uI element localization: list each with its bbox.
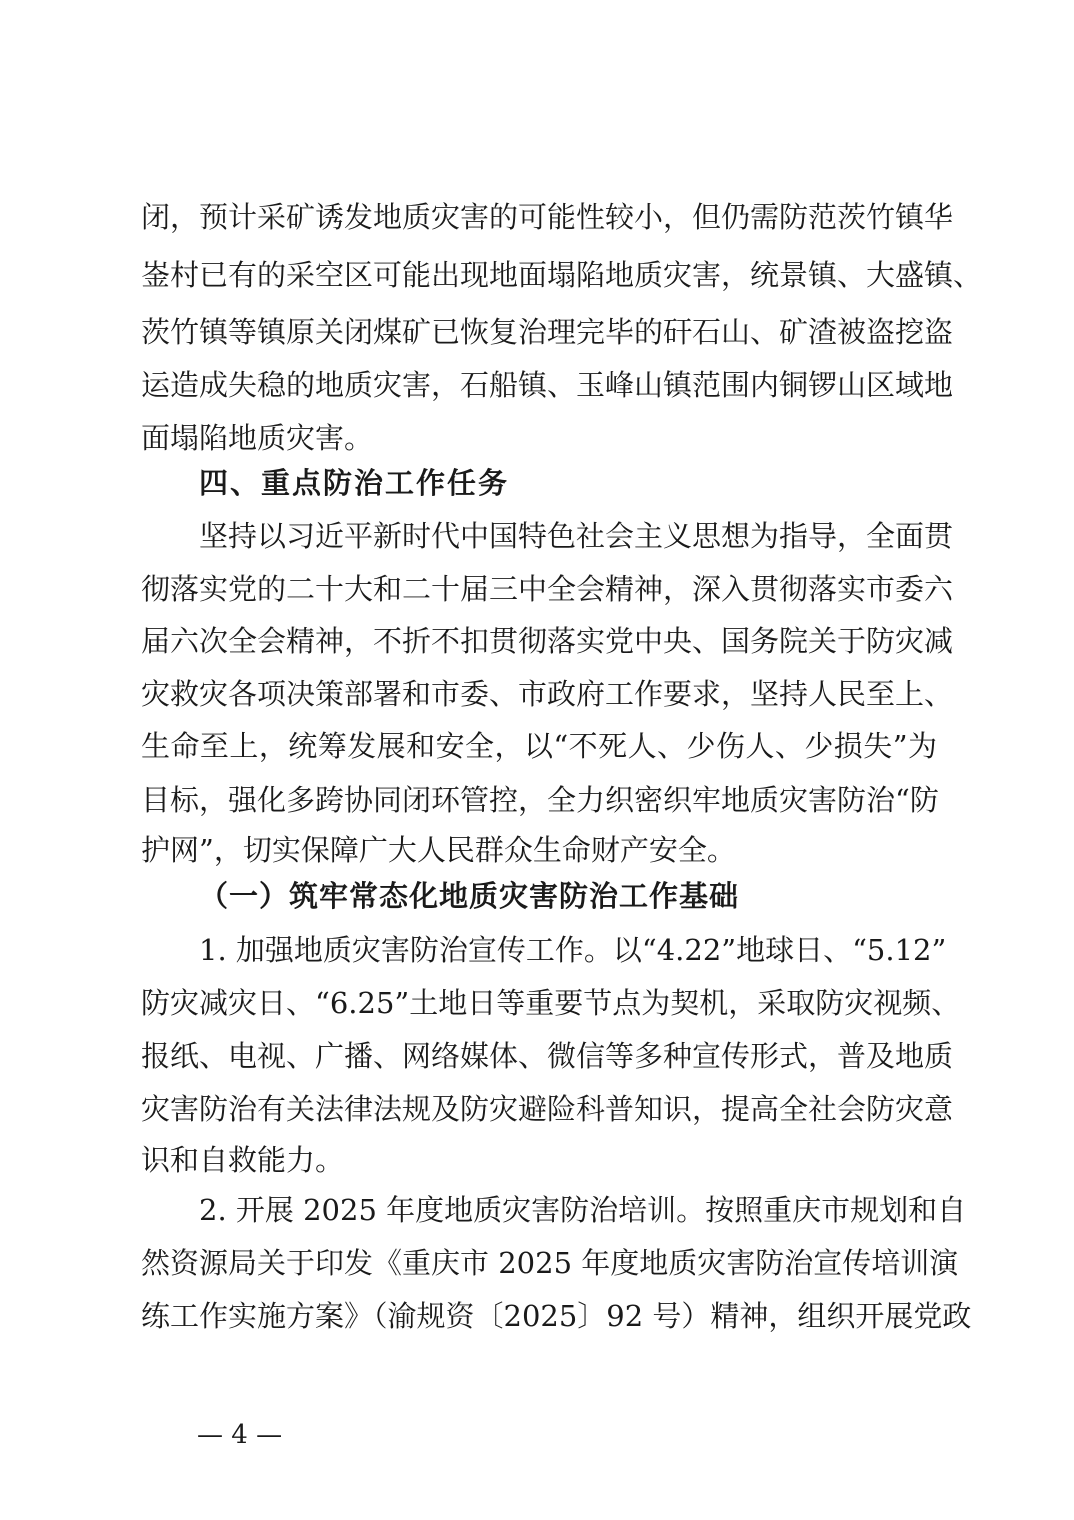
paragraph-line: 灾救灾各项决策部署和市委、市政府工作要求，坚持人民至上、 <box>141 677 954 711</box>
paragraph-line: 崟村已有的采空区可能出现地面塌陷地质灾害，统景镇、大盛镇、 <box>141 258 983 292</box>
paragraph-line: 面塌陷地质灾害。 <box>141 421 374 455</box>
paragraph-line: 茨竹镇等镇原关闭煤矿已恢复治理完毕的矸石山、矿渣被盗挖盗 <box>141 315 954 349</box>
page-number: — 4 — <box>197 1420 283 1450</box>
paragraph-line: 彻落实党的二十大和二十届三中全会精神，深入贯彻落实市委六 <box>141 572 954 606</box>
section-heading: 四、重点防治工作任务 <box>199 466 510 500</box>
paragraph-line: 闭，预计采矿诱发地质灾害的可能性较小，但仍需防范茨竹镇华 <box>141 200 954 234</box>
subsection-heading: （一）筑牢常态化地质灾害防治工作基础 <box>199 879 740 913</box>
paragraph-line: 届六次全会精神，不折不扣贯彻落实党中央、国务院关于防灾减 <box>141 624 954 658</box>
paragraph-line: 护网”，切实保障广大人民群众生命财产安全。 <box>141 833 736 867</box>
paragraph-line: 2. 开展 2025 年度地质灾害防治培训。按照重庆市规划和自 <box>199 1193 967 1227</box>
paragraph-line: 运造成失稳的地质灾害，石船镇、玉峰山镇范围内铜锣山区域地 <box>141 368 954 402</box>
paragraph-line: 练工作实施方案》（渝规资〔2025〕92 号）精神，组织开展党政 <box>141 1299 972 1333</box>
paragraph-line: 然资源局关于印发《重庆市 2025 年度地质灾害防治宣传培训演 <box>141 1246 959 1280</box>
paragraph-line: 坚持以习近平新时代中国特色社会主义思想为指导，全面贯 <box>199 519 954 553</box>
paragraph-line: 防灾减灾日、“6.25”土地日等重要节点为契机，采取防灾视频、 <box>141 986 961 1020</box>
paragraph-line: 灾害防治有关法律法规及防灾避险科普知识，提高全社会防灾意 <box>141 1092 954 1126</box>
paragraph-line: 报纸、电视、广播、网络媒体、微信等多种宣传形式，普及地质 <box>141 1039 954 1073</box>
paragraph-line: 目标，强化多跨协同闭环管控，全力织密织牢地质灾害防治“防 <box>141 783 939 817</box>
paragraph-line: 识和自救能力。 <box>141 1143 345 1177</box>
paragraph-line: 1. 加强地质灾害防治宣传工作。以“4.22”地球日、“5.12” <box>199 933 947 967</box>
paragraph-line: 生命至上，统筹发展和安全，以“不死人、少伤人、少损失”为 <box>141 729 937 763</box>
